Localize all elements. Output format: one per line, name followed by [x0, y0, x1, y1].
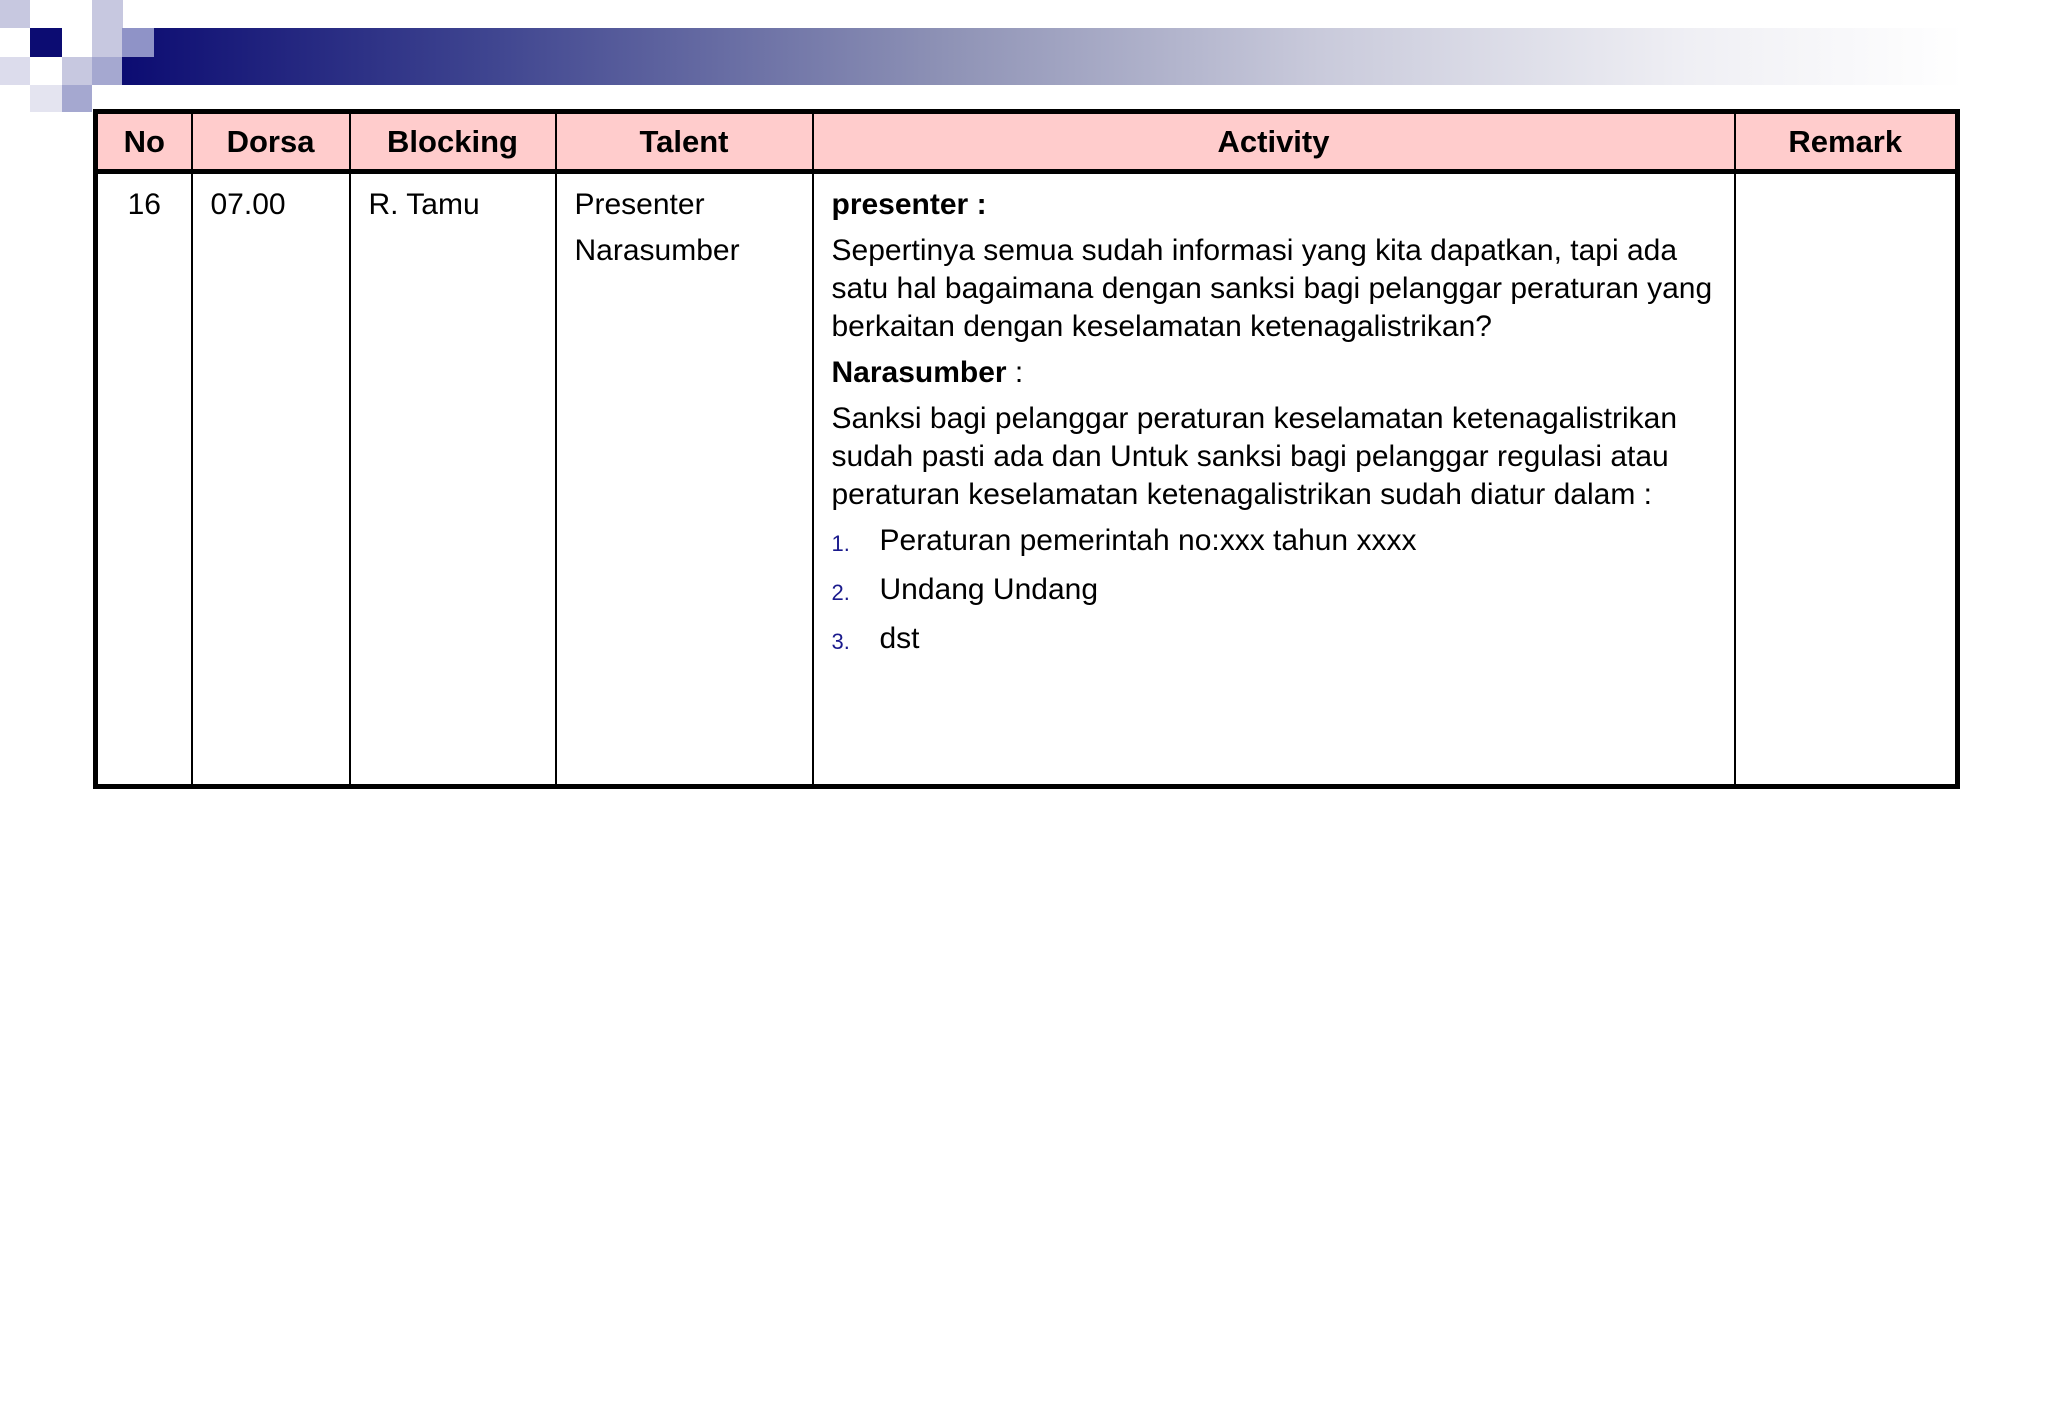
speaker-narasumber: Narasumber — [831, 356, 1007, 389]
deco-square-light — [0, 0, 30, 28]
cell-dorsa: 07.00 — [192, 172, 350, 787]
header-activity: Activity — [813, 112, 1735, 172]
deco-square-dark — [30, 28, 62, 57]
deco-square-medium — [122, 28, 154, 57]
deco-square-light — [92, 0, 123, 28]
deco-square-medium — [92, 57, 122, 85]
talent-narasumber: Narasumber — [574, 234, 740, 267]
cell-blocking: R. Tamu — [350, 172, 556, 787]
speaker-presenter: presenter : — [831, 188, 987, 221]
deco-square-light — [92, 28, 122, 57]
header-talent: Talent — [556, 112, 813, 172]
list-text: Undang Undang — [879, 573, 1099, 606]
speaker-narasumber-line — [832, 354, 1716, 392]
header-dorsa: Dorsa — [192, 112, 350, 172]
narasumber-dialogue: Sanksi bagi pelanggar peraturan keselamatan ketenagalistrikan sudah pasti ada dan Untuk sanksi bagi pelanggar regulasi atau peraturan keselamatan ketenagalistrikan sudah diatur dalam : — [831, 402, 1678, 511]
presenter-dialogue: Sepertinya semua sudah informasi yang kita dapatkan, tapi ada satu hal bagaimana dengan sanksi bagi pelanggar peraturan yang berkaitan dengan keselamatan ketenagalistrikan? — [831, 234, 1713, 343]
regulation-list — [832, 522, 1716, 661]
deco-square-light — [0, 57, 30, 85]
list-number: 3. — [831, 629, 850, 654]
header-remark: Remark — [1735, 112, 1958, 172]
cell-remark — [1735, 172, 1958, 787]
list-number: 1. — [831, 531, 850, 556]
header-no: No — [96, 112, 192, 172]
deco-square-light — [30, 85, 62, 112]
deco-square-light — [62, 57, 92, 85]
table-row — [96, 172, 1958, 787]
gradient-bar — [122, 28, 1964, 85]
list-item — [832, 522, 1716, 563]
list-item — [832, 620, 1716, 661]
list-text: dst — [879, 622, 920, 655]
list-item — [832, 571, 1716, 612]
deco-square-medium — [62, 85, 92, 112]
header-blocking: Blocking — [350, 112, 556, 172]
list-number: 2. — [831, 580, 850, 605]
cell-no: 16 — [96, 172, 192, 787]
cell-activity — [813, 172, 1735, 787]
script-table — [93, 109, 1960, 789]
speaker-narasumber-colon: : — [1006, 356, 1024, 389]
list-text: Peraturan pemerintah no:xxx tahun xxxx — [879, 524, 1417, 557]
table-header-row — [96, 112, 1958, 172]
cell-talent — [556, 172, 813, 787]
talent-presenter: Presenter — [574, 188, 705, 221]
